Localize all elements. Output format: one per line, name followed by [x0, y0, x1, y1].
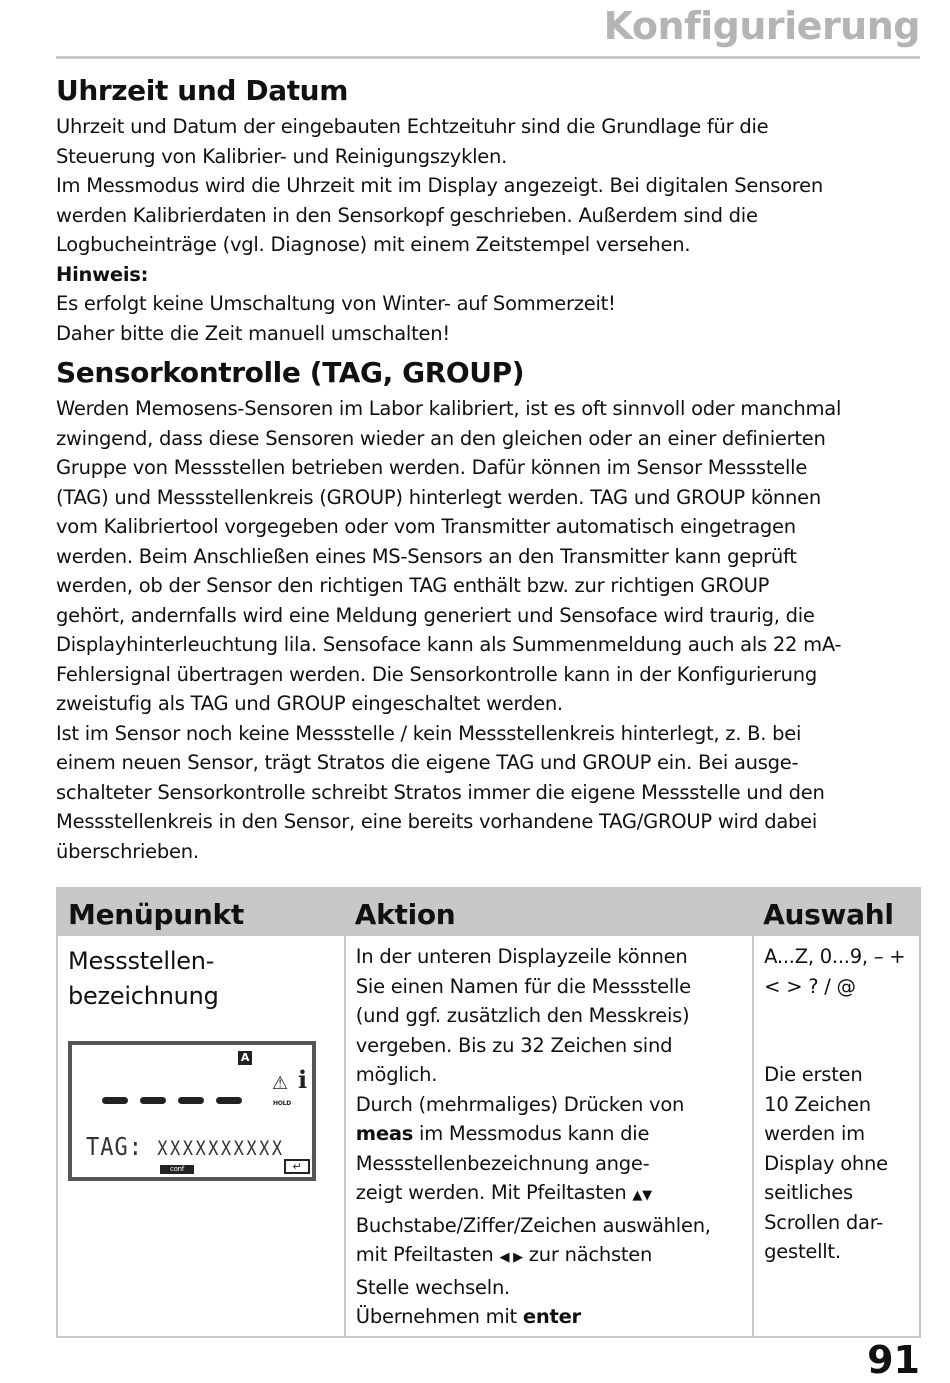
warning-icon: ⚠: [272, 1073, 288, 1094]
paragraph-line: Ist im Sensor noch keine Messstelle / kein Messstellenkreis hinterlegt, z. B. bei: [56, 721, 802, 745]
paragraph-line: Fehlersignal übertragen werden. Die Sensorkontrolle kann in der Konfigurierung: [56, 662, 817, 686]
paragraph-line: werden. Beim Anschließen eines MS-Sensors an den Transmitter kann geprüft: [56, 544, 797, 568]
action-line: In der unteren Displayzeile können: [355, 945, 688, 968]
choice-spacer: [764, 1001, 909, 1060]
table-header-row: [57, 888, 920, 936]
header-divider: [56, 56, 920, 59]
paragraph-line: werden, ob der Sensor den richtigen TAG enthält bzw. zur richtigen GROUP: [56, 574, 770, 597]
choice-cell: [753, 936, 920, 1337]
action-line: Sie einen Namen für die Messstelle: [355, 974, 691, 998]
column-header-menu: Menüpunkt: [57, 888, 345, 936]
paragraph-line: überschrieben.: [56, 839, 199, 863]
paragraph-line: zwingend, dass diese Sensoren wieder an den gleichen oder an einer definierten: [56, 426, 826, 450]
lcd-dashes: [102, 1097, 242, 1105]
action-line: Messstellenbezeichnung ange-: [355, 1151, 650, 1175]
lcd-tag-line: [86, 1131, 285, 1167]
action-line: Durch (mehrmaliges) Drücken von: [355, 1092, 685, 1116]
choice-line: Display ohne: [764, 1151, 888, 1175]
menu-table: [56, 887, 921, 1338]
choice-line: A...Z, 0...9, – +: [764, 945, 906, 968]
menu-label-line: bezeichnung: [68, 982, 219, 1010]
section-time-date: [56, 70, 920, 348]
choice-line: gestellt.: [764, 1240, 841, 1263]
enter-key-label: enter: [522, 1305, 581, 1328]
choice-line: 10 Zeichen: [764, 1092, 871, 1116]
action-line: Stelle wechseln.: [355, 1275, 511, 1299]
choice-line: Die ersten: [764, 1063, 863, 1086]
action-line: [356, 1302, 742, 1332]
section-heading-time-date: Uhrzeit und Datum: [56, 74, 348, 107]
chapter-title: Konfigurierung: [603, 4, 920, 48]
action-line: [356, 1178, 742, 1211]
paragraph-line: zweistufig als TAG und GROUP eingeschaltet werden.: [56, 692, 563, 715]
lcd-dash-segment: [102, 1097, 128, 1104]
lcd-tag-prefix: TAG:: [86, 1132, 143, 1162]
paragraph-line: schalteter Sensorkontrolle schreibt Stratos immer die eigene Messstelle und den: [56, 780, 825, 804]
action-text: zur nächsten: [522, 1243, 653, 1266]
action-line: möglich.: [355, 1063, 438, 1086]
action-line: [356, 1119, 742, 1149]
column-header-action: Aktion: [345, 888, 753, 936]
paragraph-line: Gruppe von Messstellen betrieben werden. Dafür können im Sensor Messstelle: [56, 456, 808, 479]
action-text: zeigt werden. Mit Pfeiltasten: [355, 1181, 633, 1204]
action-cell: [345, 936, 753, 1337]
action-line: [356, 1240, 742, 1273]
paragraph-line: gehört, andernfalls wird eine Meldung generiert und Sensoface wird traurig, die: [56, 603, 815, 627]
up-down-arrow-icon: ▲▼: [632, 1188, 652, 1203]
lcd-tag-value: XXXXXXXXXX: [157, 1137, 285, 1161]
lcd-conf-label: conf: [160, 1165, 194, 1174]
paragraph-line: Messstellenkreis in den Sensor, eine bereits vorhandene TAG/GROUP wird dabei: [56, 810, 818, 833]
paragraph-line: vom Kalibriertool vorgegeben oder vom Transmitter automatisch eingetragen: [56, 515, 796, 538]
choice-line: Scrollen dar-: [764, 1210, 884, 1234]
note-line: Daher bitte die Zeit manuell umschalten!: [56, 321, 450, 345]
section-body-sensor-control: [56, 394, 920, 866]
action-text: im Messmodus kann die: [413, 1122, 650, 1145]
lcd-display-illustration: [68, 1041, 316, 1181]
menu-item-label: [68, 942, 334, 1014]
paragraph-line: Displayhinterleuchtung lila. Sensoface kann als Summenmeldung auch als 22 mA-: [56, 633, 842, 656]
paragraph-line: werden Kalibrierdaten in den Sensorkopf geschrieben. Außerdem sind die: [56, 203, 758, 227]
enter-icon: ↵: [284, 1159, 310, 1174]
meas-key-label: meas: [355, 1122, 414, 1145]
lcd-dash-segment: [178, 1097, 204, 1104]
paragraph-line: einem neuen Sensor, trägt Stratos die eigene TAG und GROUP ein. Bei ausge-: [56, 751, 799, 774]
section-sensor-control: [56, 352, 920, 866]
table-row: [57, 936, 920, 1337]
action-line: Buchstabe/Ziffer/Zeichen auswählen,: [355, 1213, 711, 1237]
paragraph-line: Logbucheinträge (vgl. Diagnose) mit einem Zeitstempel versehen.: [56, 233, 691, 256]
menu-cell: [57, 936, 345, 1337]
page-number: 91: [867, 1338, 920, 1382]
info-icon: i: [298, 1065, 307, 1094]
note-label: Hinweis:: [56, 262, 149, 286]
paragraph-line: Im Messmodus wird die Uhrzeit mit im Display angezeigt. Bei digitalen Sensoren: [56, 174, 823, 197]
action-line: (und ggf. zusätzlich den Messkreis): [355, 1004, 690, 1027]
action-text: mit Pfeiltasten: [355, 1243, 500, 1266]
main-content: [56, 70, 920, 866]
lcd-parameter-set-badge: A: [238, 1051, 252, 1065]
action-text: Übernehmen mit: [355, 1305, 523, 1328]
lcd-dash-segment: [140, 1097, 166, 1104]
section-heading-sensor-control: Sensorkontrolle (TAG, GROUP): [56, 356, 525, 389]
paragraph-line: Steuerung von Kalibrier- und Reinigungszyklen.: [56, 144, 508, 168]
note-line: Es erfolgt keine Umschaltung von Winter- auf Sommerzeit!: [56, 292, 616, 315]
section-body-time-date: [56, 112, 920, 348]
lcd-hold-label: HOLD: [273, 1100, 291, 1107]
choice-line: seitliches: [764, 1181, 853, 1204]
column-header-choice: Auswahl: [753, 888, 920, 936]
lcd-dash-segment: [216, 1097, 242, 1104]
paragraph-line: (TAG) und Messstellenkreis (GROUP) hinterlegt werden. TAG und GROUP können: [56, 485, 821, 509]
choice-line: < > ? / @: [764, 974, 856, 998]
left-right-arrow-icon: ◀ ▶: [499, 1250, 523, 1265]
paragraph-line: Uhrzeit und Datum der eingebauten Echtzeituhr sind die Grundlage für die: [56, 115, 769, 138]
menu-label-line: Messstellen-: [68, 947, 215, 975]
paragraph-line: Werden Memosens-Sensoren im Labor kalibriert, ist es oft sinnvoll oder manchmal: [56, 397, 842, 420]
choice-line: werden im: [764, 1122, 865, 1145]
action-line: vergeben. Bis zu 32 Zeichen sind: [355, 1033, 673, 1057]
